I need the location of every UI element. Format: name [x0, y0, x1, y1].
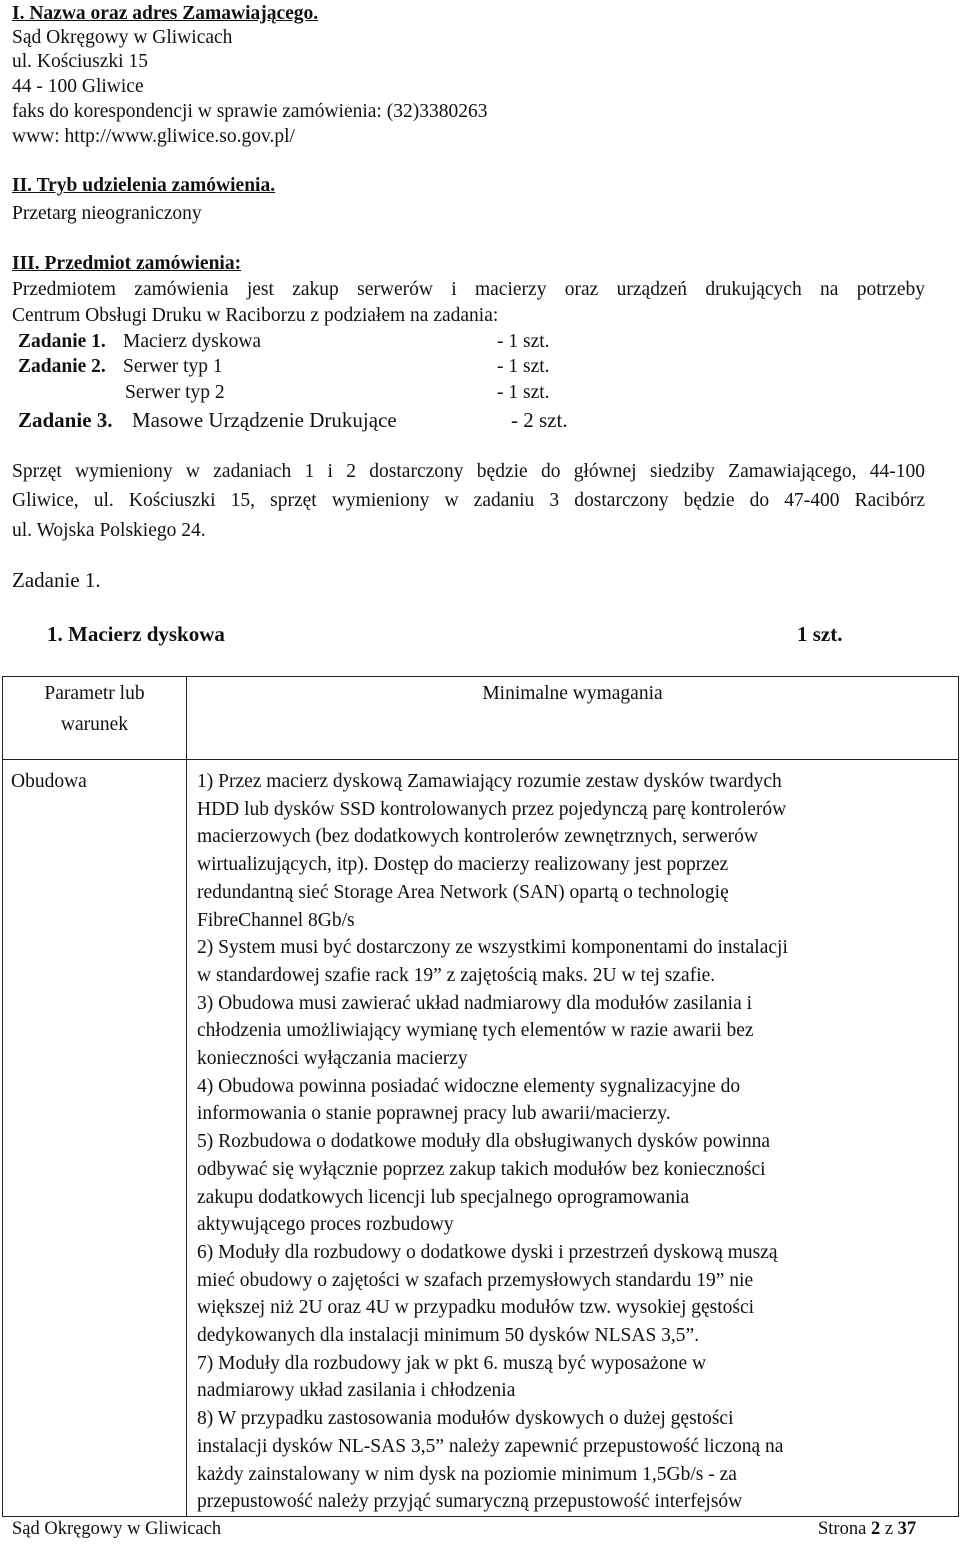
req-line: FibreChannel 8Gb/s	[197, 909, 355, 931]
task-label: Zadanie 1.	[18, 331, 106, 352]
page-total: 37	[897, 1519, 917, 1539]
table-header-row	[3, 677, 959, 760]
task-qty: - 1 szt.	[497, 356, 550, 377]
table-row	[3, 760, 959, 1517]
task-qty: - 2 szt.	[511, 408, 568, 432]
req-line: 8) W przypadku zastosowania modułów dyskowych o dużej gęstości	[197, 1408, 734, 1430]
page-current: 2	[870, 1519, 881, 1539]
req-line: 1) Przez macierz dyskową Zamawiający rozumie zestaw dysków twardych	[197, 771, 782, 792]
req-line: HDD lub dysków SSD kontrolowanych przez pojedynczą parę kontrolerów	[197, 798, 787, 820]
req-line: 2) System musi być dostarczony ze wszystkimi komponentami do instalacji	[197, 937, 788, 959]
req-line: konieczności wyłączania macierzy	[197, 1048, 468, 1070]
task-item: Serwer typ 2	[125, 382, 225, 403]
section-3-heading: III. Przedmiot zamówienia:	[12, 253, 242, 274]
req-line: informowania o stanie poprawnej pracy lub awarii/macierzy.	[197, 1103, 671, 1125]
task-item: Masowe Urządzenie Drukujące	[132, 408, 397, 432]
req-line: macierzowych (bez dodatkowych kontrolerów zewnętrznych, serwerów	[197, 826, 758, 848]
fax-line: faks do korespondencji w sprawie zamówienia: (32)3380263	[12, 101, 488, 122]
spec-table	[2, 676, 959, 1517]
req-line: zakupu dodatkowych licencji lub specjalnego oprogramowania	[197, 1186, 690, 1208]
header-text: warunek	[60, 714, 129, 735]
address-line: 44 - 100 Gliwice	[12, 76, 144, 97]
delivery-text-line: Gliwice, ul. Kościuszki 15, sprzęt wymieniony w zadaniu 3 dostarczony będzie do 47-400 Racibórz	[12, 490, 925, 511]
footer-court-name: Sąd Okręgowy w Gliwicach	[12, 1519, 222, 1539]
req-line: każdy zainstalowany w nim dysk na poziomie minimum 1,5Gb/s - za	[197, 1463, 737, 1485]
req-line: redundantną sieć Storage Area Network (SAN) opartą o technologię	[197, 881, 729, 903]
req-line: 5) Rozbudowa o dodatkowe moduły dla obsługiwanych dysków powinna	[197, 1131, 771, 1153]
task-qty: - 1 szt.	[497, 331, 550, 352]
req-line: 3) Obudowa musi zawierać układ nadmiarowy dla modułów zasilania i	[197, 992, 753, 1014]
req-line: aktywującego proces rozbudowy	[197, 1214, 454, 1236]
footer-page-number	[818, 1517, 916, 1541]
address-line: Sąd Okręgowy w Gliwicach	[12, 27, 233, 48]
task-label: Zadanie 2.	[18, 356, 106, 377]
header-cell-parameter	[3, 677, 187, 760]
header-cell-requirements	[187, 677, 959, 760]
req-line: wirtualizujących, itp). Dostęp do macierzy realizowany jest poprzez	[197, 854, 729, 876]
req-line: chłodzenia umożliwiający wymianę tych elementów w razie awarii bez	[197, 1020, 754, 1042]
req-line: mieć obudowy o zajętości w szafach przemysłowych standardu 19” nie	[197, 1269, 754, 1291]
page-sep: z	[884, 1519, 894, 1539]
subject-intro-line: Centrum Obsługi Druku w Raciborzu z podziałem na zadania:	[12, 305, 499, 326]
header-text: Minimalne wymagania	[482, 683, 663, 704]
req-line: 6) Moduły dla rozbudowy o dodatkowe dyski i przestrzeń dyskową muszą	[197, 1241, 778, 1263]
delivery-text-line: Sprzęt wymieniony w zadaniach 1 i 2 dostarczony będzie do głównej siedziby Zamawiającego, 44-100	[12, 461, 925, 482]
req-line: w standardowej szafie rack 19” z zajętością maks. 2U w tej szafie.	[197, 964, 716, 986]
param-name: Obudowa	[11, 771, 87, 792]
req-line: 4) Obudowa powinna posiadać widoczne elementy sygnalizacyjne do	[197, 1075, 741, 1097]
header-text: Parametr lub	[44, 683, 145, 704]
task-item: Serwer typ 1	[123, 356, 223, 377]
param-cell	[3, 760, 187, 1517]
subject-intro-line: Przedmiotem zamówienia jest zakup serwerów i macierzy oraz urządzeń drukujących na potrzeby	[12, 279, 925, 300]
req-line: dedykowanych dla instalacji minimum 50 dysków NLSAS 3,5”.	[197, 1325, 700, 1347]
req-line: większej niż 2U oraz 4U w przypadku modułów tzw. wysokiej gęstości	[197, 1297, 755, 1319]
section-1-heading: I. Nazwa oraz adres Zamawiającego.	[12, 3, 319, 24]
procedure-type: Przetarg nieograniczony	[12, 203, 202, 224]
item-title: 1. Macierz dyskowa	[47, 622, 225, 646]
req-line: nadmiarowy układ zasilania i chłodzenia	[197, 1380, 516, 1402]
page-prefix: Strona	[818, 1519, 867, 1539]
task-1-heading: Zadanie 1.	[12, 568, 101, 592]
task-qty: - 1 szt.	[497, 382, 550, 403]
task-label: Zadanie 3.	[18, 408, 113, 432]
address-line: ul. Kościuszki 15	[12, 51, 148, 72]
section-2-heading: II. Tryb udzielenia zamówienia.	[12, 175, 276, 196]
website-line: www: http://www.gliwice.so.gov.pl/	[12, 126, 295, 147]
req-line: przepustowość należy przyjąć sumaryczną przepustowość interfejsów	[197, 1491, 743, 1513]
req-line: instalacji dysków NL-SAS 3,5” należy zapewnić przepustowość liczoną na	[197, 1435, 784, 1457]
delivery-text-line: ul. Wojska Polskiego 24.	[12, 520, 206, 541]
task-item: Macierz dyskowa	[123, 331, 262, 352]
requirements-cell	[187, 760, 959, 1517]
req-line: odbywać się wyłącznie poprzez zakup takich modułów bez konieczności	[197, 1158, 766, 1180]
req-line: 7) Moduły dla rozbudowy jak w pkt 6. muszą być wyposażone w	[197, 1352, 707, 1374]
item-quantity: 1 szt.	[797, 622, 843, 646]
